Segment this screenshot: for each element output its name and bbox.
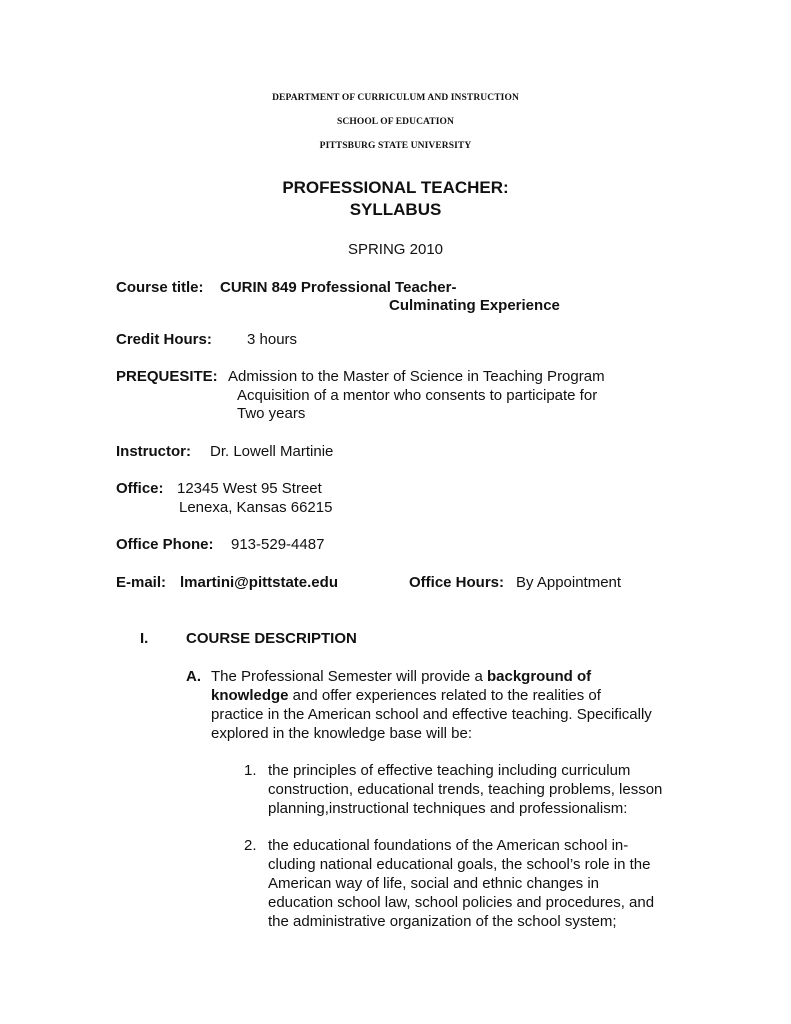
description-line2-bold: knowledge xyxy=(211,687,289,704)
instructor-value: Dr. Lowell Martinie xyxy=(210,443,334,460)
document-title-line1: PROFESSIONAL TEACHER: xyxy=(282,178,509,197)
office-label: Office: xyxy=(116,480,164,497)
list-item-2-line2: cluding national educational goals, the school’s role in the xyxy=(268,856,651,873)
office-phone-value: 913-529-4487 xyxy=(231,536,325,553)
course-title-value-line2: Culminating Experience xyxy=(389,297,560,314)
subsection-a-label: A. xyxy=(186,668,201,685)
university-heading: PITTSBURG STATE UNIVERSITY xyxy=(319,141,472,151)
description-line4: explored in the knowledge base will be: xyxy=(211,725,472,742)
description-line3: practice in the American school and effective teaching. Specifically xyxy=(211,706,652,723)
list-item-2-line4: education school law, school policies and procedures, and xyxy=(268,894,655,911)
office-hours-value: By Appointment xyxy=(516,574,622,591)
office-phone-label: Office Phone: xyxy=(116,536,214,553)
list-item-1-line1: the principles of effective teaching including curriculum xyxy=(268,762,631,779)
office-hours-label: Office Hours: xyxy=(409,574,505,591)
list-item-2-line3: American way of life, social and ethnic changes in xyxy=(268,875,600,892)
email-value: lmartini@pittstate.edu xyxy=(180,574,338,591)
term-label: SPRING 2010 xyxy=(347,241,444,258)
section-heading: COURSE DESCRIPTION xyxy=(186,630,357,647)
course-title-label: Course title: xyxy=(116,279,204,296)
course-title-value-line1: CURIN 849 Professional Teacher- xyxy=(220,279,457,296)
credit-hours-label: Credit Hours: xyxy=(116,331,212,348)
list-item-1-number: 1. xyxy=(244,762,257,779)
prerequisite-line1: Admission to the Master of Science in Teaching Program xyxy=(228,368,605,385)
office-line1: 12345 West 95 Street xyxy=(177,480,322,497)
prerequisite-line3: Two years xyxy=(237,405,306,422)
list-item-2-number: 2. xyxy=(244,837,257,854)
email-label: E-mail: xyxy=(116,574,167,591)
list-item-1-line2: construction, educational trends, teaching problems, lesson xyxy=(268,781,663,798)
list-item-1-line3: planning,instructional techniques and professionalism: xyxy=(268,800,628,817)
credit-hours-value: 3 hours xyxy=(247,331,298,348)
prerequisite-label: PREQUESITE: xyxy=(116,368,218,385)
department-heading: DEPARTMENT OF CURRICULUM AND INSTRUCTION xyxy=(272,93,519,103)
section-numeral: I. xyxy=(140,630,149,647)
description-line1-text: The Professional Semester will provide a xyxy=(211,668,487,685)
list-item-2-line1: the educational foundations of the American school in- xyxy=(268,837,629,854)
description-line1 xyxy=(211,668,591,685)
office-line2: Lenexa, Kansas 66215 xyxy=(179,499,333,516)
description-line1-bold: background of xyxy=(486,668,592,685)
instructor-label: Instructor: xyxy=(116,443,191,460)
list-item-2-line5: the administrative organization of the school system; xyxy=(268,913,617,930)
document-title-line2: SYLLABUS xyxy=(349,200,442,219)
prerequisite-line2: Acquisition of a mentor who consents to participate for xyxy=(237,387,598,404)
description-line2 xyxy=(211,687,601,704)
description-line2-text: and offer experiences related to the realities of xyxy=(288,687,601,704)
school-heading: SCHOOL OF EDUCATION xyxy=(337,117,454,127)
